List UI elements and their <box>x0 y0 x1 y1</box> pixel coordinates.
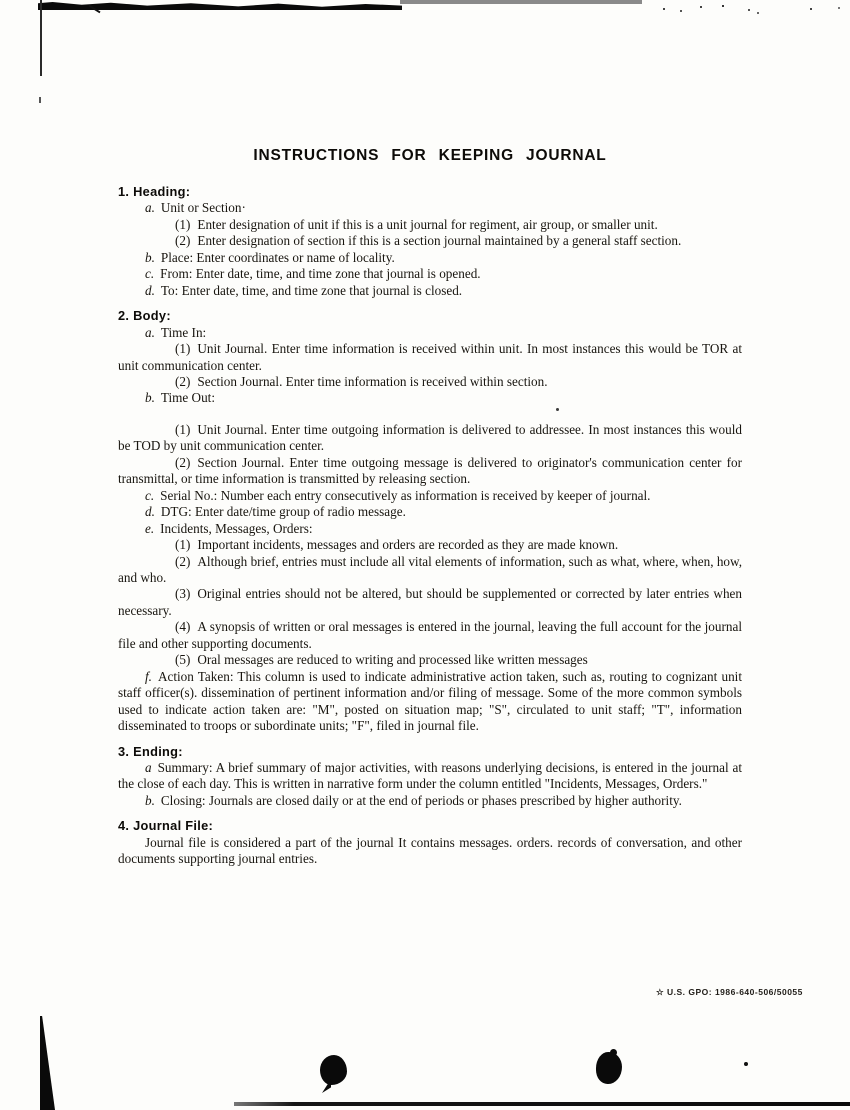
item-text: Incidents, Messages, Orders: <box>160 520 313 536</box>
item-text: A synopsis of written or oral messages is entered in the journal, leaving the full account for the journal file and other supporting documents. <box>118 619 742 651</box>
list-item <box>118 233 742 249</box>
item-text: To: Enter date, time, and time zone that journal is closed. <box>160 282 463 298</box>
item-number: (2) <box>175 373 191 389</box>
list-item <box>118 619 742 652</box>
item-label: b. <box>145 390 155 406</box>
list-item <box>118 455 742 488</box>
item-label: b. <box>145 249 155 265</box>
item-text: Time Out: <box>160 390 215 406</box>
list-item <box>118 200 742 216</box>
item-label: e. <box>145 520 155 536</box>
item-number: (2) <box>175 233 191 249</box>
document-content <box>118 147 742 868</box>
item-text: Enter designation of section if this is a section journal maintained by a general staff section. <box>197 233 682 249</box>
list-item <box>118 422 742 455</box>
item-number: (3) <box>175 586 191 602</box>
list-item <box>118 325 742 341</box>
item-text: Unit Journal. Enter time information is received within unit. In most instances this would be TOR at unit communication center. <box>118 341 742 373</box>
item-text: Although brief, entries must include all vital elements of information, such as what, where, when, how, and who. <box>118 553 742 585</box>
scan-artifact-left-dash <box>39 97 41 103</box>
list-item <box>118 504 742 520</box>
section-heading-3: 3. Ending: <box>118 743 183 759</box>
item-text: DTG: Enter date/time group of radio message. <box>160 504 406 520</box>
scan-artifact-top-edge-gray <box>400 0 642 4</box>
item-label: a <box>145 759 152 775</box>
item-number: (1) <box>175 537 191 553</box>
item-text: From: Enter date, time, and time zone that journal is opened. <box>160 266 481 282</box>
item-label: a. <box>145 324 155 340</box>
ink-blob-right <box>596 1052 622 1084</box>
list-item <box>118 341 742 374</box>
item-text: Unit or Section· <box>160 200 246 216</box>
list-item <box>118 390 742 406</box>
list-item <box>118 266 742 282</box>
item-label: f. <box>145 668 152 684</box>
list-item <box>118 217 742 233</box>
item-number: (1) <box>175 341 191 357</box>
item-text: Place: Enter coordinates or name of locality. <box>160 249 395 265</box>
list-item <box>118 374 742 390</box>
item-number: (4) <box>175 619 191 635</box>
item-label: d. <box>145 504 155 520</box>
list-item <box>118 488 742 504</box>
list-item <box>118 586 742 619</box>
scan-artifact-specks <box>663 8 665 10</box>
item-text: Important incidents, messages and orders are recorded as they are made known. <box>197 537 619 553</box>
item-label: b. <box>145 792 155 808</box>
item-text: Time In: <box>160 324 207 340</box>
list-item <box>118 250 742 266</box>
item-label: a. <box>145 200 155 216</box>
list-item <box>118 669 742 735</box>
item-label: c. <box>145 487 155 503</box>
item-label: c. <box>145 266 155 282</box>
item-number: (2) <box>175 454 191 470</box>
paragraph: Journal file is considered a part of the journal It contains messages. orders. records of conversation, and other documents supporting journal entries. <box>118 834 742 867</box>
item-number: (1) <box>175 421 191 437</box>
item-number: (1) <box>175 216 191 232</box>
scan-artifact-left-edge-line <box>40 0 42 76</box>
item-number: (2) <box>175 553 191 569</box>
list-item <box>118 554 742 587</box>
item-text: Serial No.: Number each entry consecutively as information is received by keeper of journal. <box>160 487 651 503</box>
section-heading-2: 2. Body: <box>118 308 171 324</box>
list-item <box>118 793 742 809</box>
item-text: Summary: A brief summary of major activities, with reasons underlying decisions, is entered in the journal at the close of each day. This is written in narrative form under the column entitled "Incidents, Messages, Orders." <box>118 759 742 792</box>
scan-artifact-small-dot <box>744 1062 748 1066</box>
list-item <box>118 537 742 553</box>
item-text: Section Journal. Enter time outgoing message is delivered to originator's communication center for transmittal, or time information is transmitted by releasing section. <box>118 454 742 487</box>
item-text: Oral messages are reduced to writing and processed like written messages <box>197 652 588 668</box>
section-heading-4: 4. Journal File: <box>118 818 214 834</box>
gpo-print-code: ☆ U.S. GPO: 1986-640-506/50055 <box>656 987 803 997</box>
item-text: Action Taken: This column is used to indicate administrative action taken, such as, routing to cognizant unit staff officer(s). dissemination of pertinent information and/or filing of message. Some of the more common symbols used to indicate action taken are: "M", posted on situation map; "S", circulated to unit staff; "T", information disseminated to troops or subordinate units; "F", filed in journal file. <box>118 668 742 734</box>
item-label: d. <box>145 282 155 298</box>
list-item <box>118 521 742 537</box>
ink-blob-left <box>320 1055 347 1085</box>
scan-artifact-corner-wedge <box>40 1016 55 1110</box>
section-heading-1: 1. Heading: <box>118 184 191 199</box>
page-title: INSTRUCTIONS FOR KEEPING JOURNAL <box>253 147 607 164</box>
item-text: Enter designation of unit if this is a unit journal for regiment, air group, or smaller unit. <box>197 216 658 232</box>
list-item <box>118 652 742 668</box>
list-item <box>118 760 742 793</box>
item-text: Unit Journal. Enter time outgoing information is delivered to addressee. In most instances this would be TOD by unit communication center. <box>118 421 742 454</box>
list-item <box>118 283 742 299</box>
item-text: Original entries should not be altered, but should be supplemented or corrected by later entries when necessary. <box>118 586 742 618</box>
scan-artifact-bottom-bar <box>234 1102 850 1106</box>
item-number: (5) <box>175 652 191 668</box>
item-text: Closing: Journals are closed daily or at the end of periods or phases prescribed by higher authority. <box>160 792 682 808</box>
item-text: Section Journal. Enter time information is received within section. <box>197 373 548 389</box>
